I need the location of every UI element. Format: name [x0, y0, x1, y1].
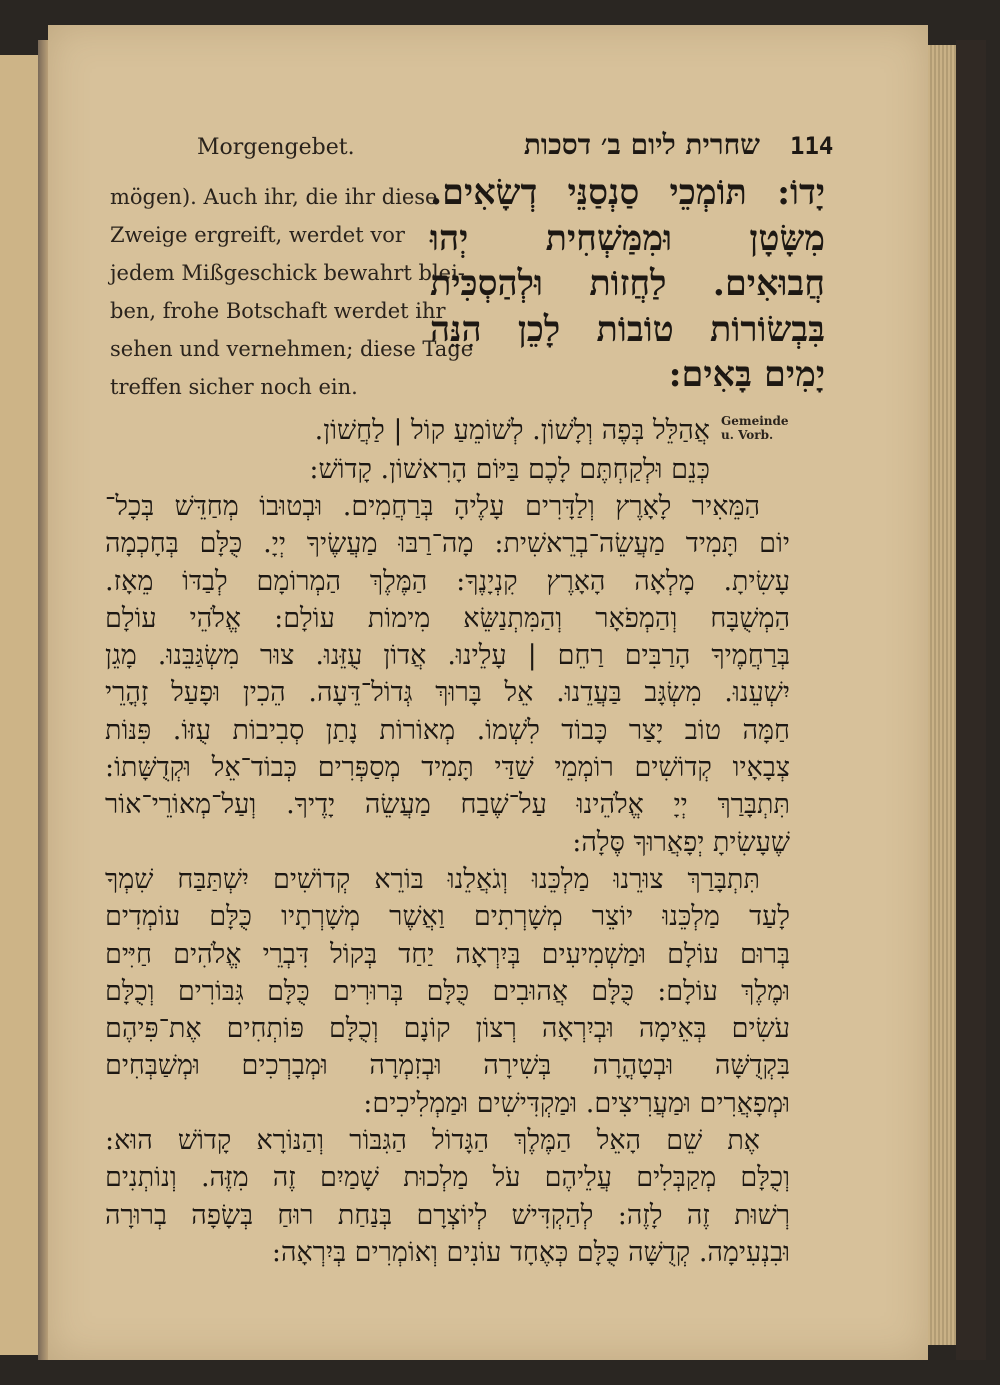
hebrew-body-line: וּמֶלֶךְ עוֹלָם: כֻּלָּם אֲהוּבִים כֻּלָּם בְּרוּרִים כֻּלָּם גִּבּוֹרִים וְכֻלָּם — [105, 975, 790, 1007]
german-line: mögen). Auch ihr, die ihr diese — [110, 185, 438, 209]
hebrew-body-line: אֶת שֵׁם הָאֵל הַמֶּלֶךְ הַגָּדוֹל הַגִּבּוֹר וְהַנּוֹרָא קָדוֹשׁ הוּא: — [105, 1125, 760, 1157]
hebrew-body-line: עָשִׂיתָ. מָלְאָה הָאָרֶץ קִנְיָנֶךָ: הַמֶּלֶךְ הַמְרוֹמָם לְבַדּוֹ מֵאָז. — [105, 565, 790, 597]
hebrew-body-line: רְשׁוּת זֶה לָזֶה: לְהַקְדִּישׁ לְיוֹצְרָם בְּנַחַת רוּחַ בְּשָׂפָה בְרוּרָה — [105, 1199, 790, 1231]
hebrew-body-line: בְּרוּם עוֹלָם וּמַשְׁמִיעִים בְּיִרְאָה יַחַד בְּקוֹל דִּבְרֵי אֱלֹהִים חַיִּים — [105, 938, 790, 970]
hebrew-body-line: הַמֵּאִיר לָאָרֶץ וְלַדָּרִים עָלֶיהָ בְּרַחֲמִים. וּבְטוּבוֹ מְחַדֵּשׁ בְּכָל־ — [105, 491, 760, 522]
hebrew-body-line: בְּרַחֲמֶיךָ הָרַבִּים רַחֵם | עָלֵינוּ. אֲדוֹן עֻזֵּנוּ. צוּר מִשְׂגַּבֵּנוּ. מָגֵן — [105, 640, 790, 672]
left-page-edge — [0, 55, 41, 1355]
hebrew-body-line: חַמָּה טוֹב יָצַר כָּבוֹד לִשְׁמוֹ. מְאוֹרוֹת נָתַן סְבִיבוֹת עֻזּוֹ. פִּנּוֹת — [105, 714, 790, 746]
margin-note — [721, 414, 791, 442]
hebrew-large-line: חֲבוּאִים. לַחֲזוֹת וּלְהַסְכִּית — [430, 263, 825, 304]
book-cover-edge — [956, 40, 986, 1360]
margin-note-line: u. Vorb. — [721, 428, 774, 442]
german-line: ben, frohe Botschaft werdet ihr — [110, 299, 446, 323]
hebrew-body-line: לָעַד מַלְכֵּנוּ יוֹצֵר מְשָׁרְתִים וַאֲשֶׁר מְשָׁרְתָיו כֻּלָּם עוֹמְדִים — [105, 901, 790, 933]
german-line: Zweige ergreift, werdet vor — [110, 223, 405, 247]
page-stack-edge — [928, 45, 956, 1345]
hebrew-body-line: תִּתְבָּרַךְ יְיָ אֱלֹהֵינוּ עַל־שֶׁבַח מַעֲשֵׂה יָדֶיךָ. וְעַל־מְאוֹרֵי־אוֹר — [105, 789, 790, 821]
hebrew-large-line: מִשָּׂטָן וּמִמַּשְׁחִית יְהוּ — [430, 217, 825, 259]
hebrew-body-line: יִשְׁעֵנוּ. מִשְׂגָּב בַּעֲדֵנוּ. אֵל בָּרוּךְ גְּדוֹל־דֵּעָה. הֵכִין וּפָעַל זָהֳרֵי — [105, 677, 790, 709]
page-number: 114 — [790, 132, 834, 160]
hebrew-large-line: יָדוֹ: תּוֹמְכֵי סַנְסַנֵּי דְשָׂאִים. — [430, 172, 825, 213]
hebrew-body-line: תִּתְבָּרַךְ צוּרֵנוּ מַלְכֵּנוּ וְגֹאֲלֵנוּ בּוֹרֵא קְדוֹשִׁים יִשְׁתַּבַּח שִׁמְךָ — [105, 863, 760, 895]
hebrew-body-line: הַמְשֻׁבָּח וְהַמְפֹאָר וְהַמִּתְנַשֵּׂא מִימוֹת עוֹלָם: אֱלֹהֵי עוֹלָם — [105, 602, 790, 634]
hebrew-large-block — [430, 170, 825, 398]
german-running-title: Morgengebet. — [197, 135, 355, 160]
hebrew-body-line: יוֹם תָּמִיד מַעֲשֵׂה־בְרֵאשִׁית: מָה־רַבּוּ מַעֲשֶׂיךָ יְיָ. כֻּלָּם בְּחָכְמָה — [105, 528, 790, 560]
hebrew-body-line: וּבִנְעִימָה. קְדֻשָּׁה כֻּלָּם כְּאֶחָד עוֹנִים וְאוֹמְרִים בְּיִרְאָה: — [271, 1236, 790, 1268]
hebrew-body-line: עֹשִׂים בְּאֵימָה וּבְיִרְאָה רְצוֹן קוֹנָם וְכֻלָּם פּוֹתְחִים אֶת־פִּיהֶם — [105, 1013, 790, 1045]
hebrew-running-title: שחרית ליום ב׳ דסכות — [523, 128, 760, 161]
german-translation-block — [110, 178, 474, 406]
hebrew-body-line: בִּקְדֻשָּׁה וּבְטָהֳרָה בְּשִׁירָה וּבְזִמְרָה וּמְבָרְכִים וּמְשַׁבְּחִים — [105, 1050, 790, 1082]
hebrew-body-line: וְכֻלָּם מְקַבְּלִים עֲלֵיהֶם עֹל מַלְכוּת שָׁמַיִם זֶה מִזֶּה. וְנוֹתְנִים — [105, 1162, 790, 1194]
hebrew-body-line: וּמְפָאֲרִים וּמַעֲרִיצִים. וּמַקְדִּישִׁים וּמַמְלִיכִים: — [363, 1087, 790, 1119]
german-line: sehen und vernehmen; diese Tage — [110, 337, 474, 361]
german-line: jedem Mißgeschick bewahrt blei- — [110, 261, 465, 285]
hebrew-large-line: בִּבְשׂוֹרוֹת טוֹבוֹת לָכֵן הִנֵּה — [430, 308, 825, 350]
margin-note-line: Gemeinde — [721, 414, 789, 428]
hebrew-intro-line: אֲהַלֵּל בְּפֶה וְלָשׁוֹן. לְשׁוֹמֵעַ קוֹל | לַחֲשׁוֹן. — [314, 415, 710, 446]
hebrew-prayer-body — [105, 488, 790, 1271]
hebrew-intro-line: כְּנֵם וּלְקַחְתֶּם לָכֶם בַּיּוֹם הָרִאשׁוֹן. קָדוֹשׁ: — [309, 454, 710, 485]
hebrew-body-line: צְבָאָיו קְדוֹשִׁים רוֹמְמֵי שַׁדַּי תָּמִיד מְסַפְּרִים כְּבוֹד־אֵל וּקְדֻשָּׁתוֹ: — [105, 752, 790, 784]
german-line: treffen sicher noch ein. — [110, 375, 358, 399]
book-gutter — [38, 40, 48, 1360]
hebrew-large-line: יָמִים בָּאִים: — [668, 354, 825, 395]
hebrew-body-line: שֶׁעָשִׂיתָ יְפָאֲרוּךָ סֶּלָה: — [572, 826, 790, 858]
